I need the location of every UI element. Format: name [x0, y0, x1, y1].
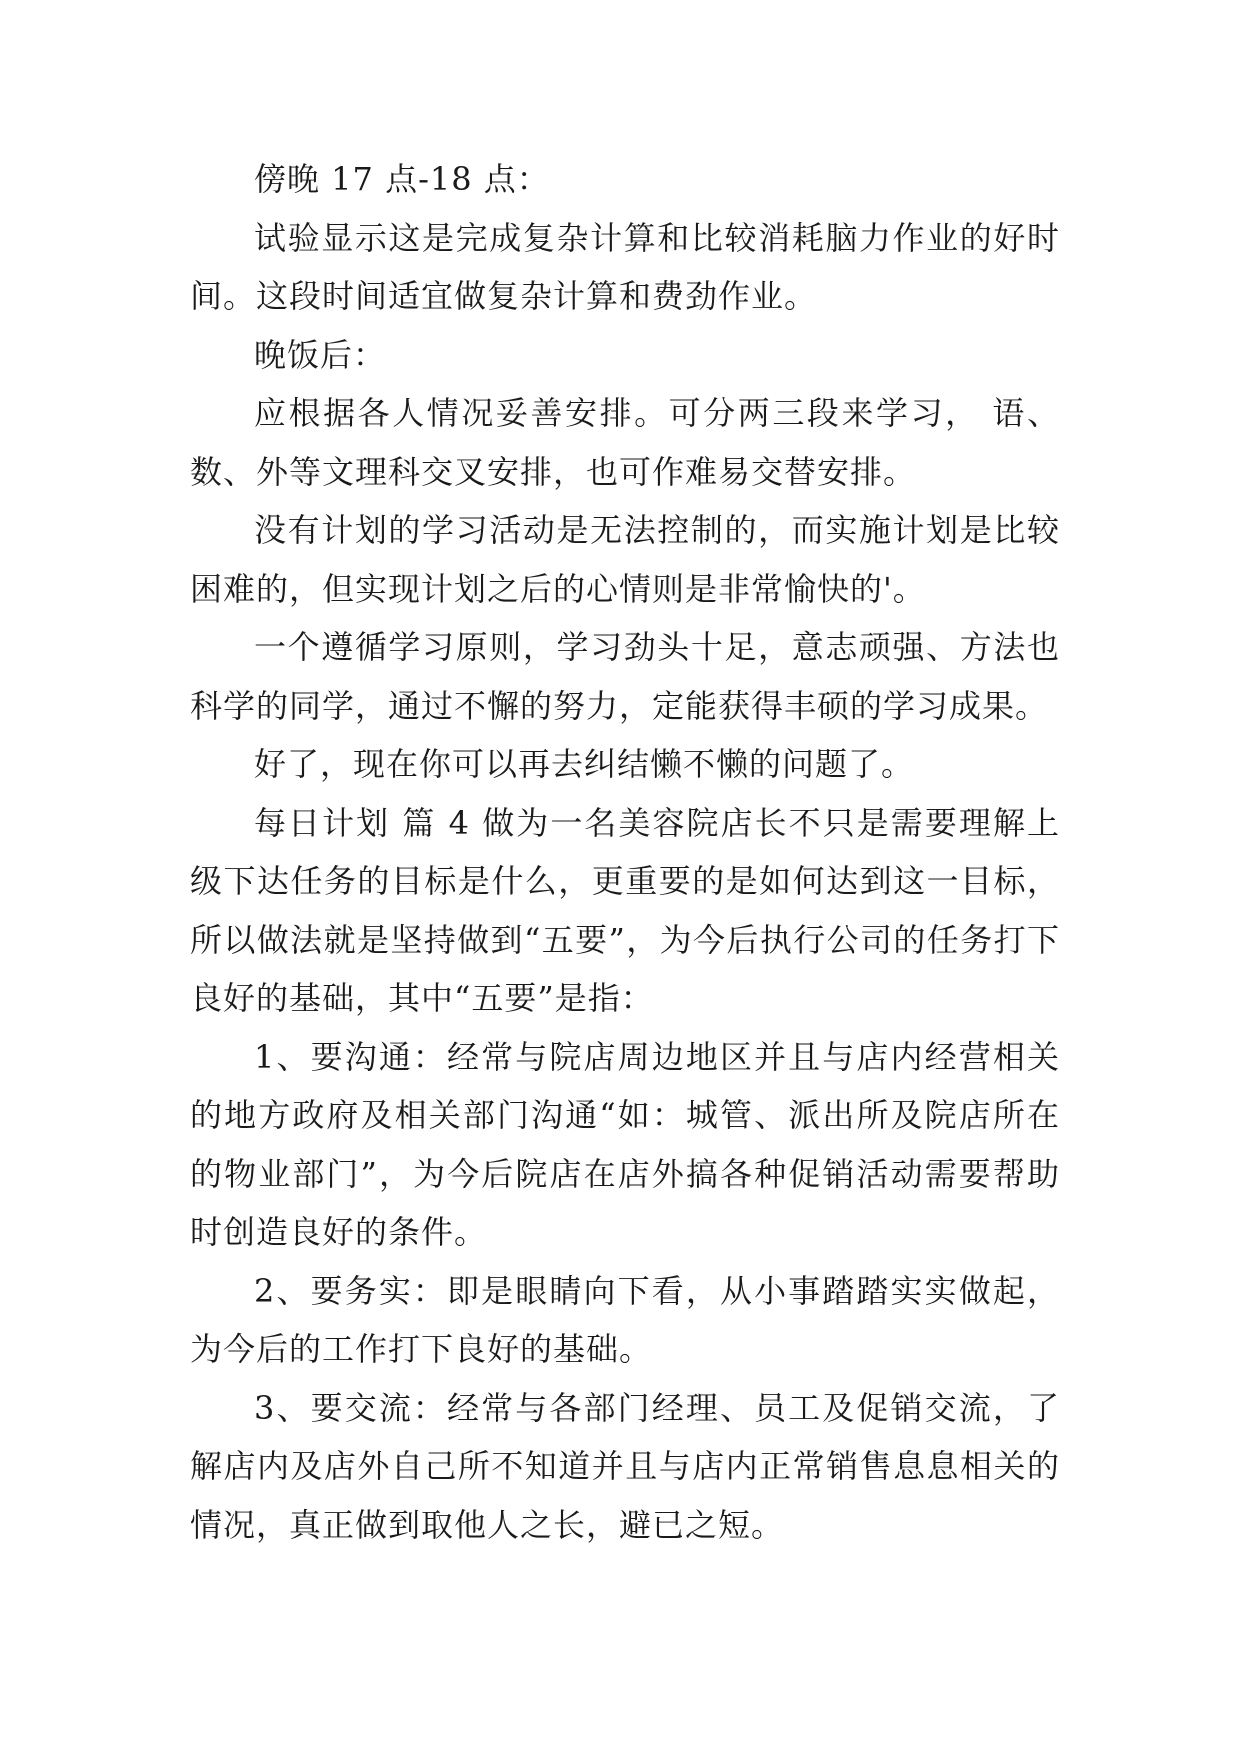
paragraph-principles: 一个遵循学习原则，学习劲头十足，意志顽强、方法也科学的同学，通过不懈的努力，定能获得丰硕的学习成果。	[190, 628, 1060, 725]
document-page	[190, 150, 1060, 1554]
time-heading-after-dinner: 晚饭后：	[254, 335, 387, 374]
paragraph-plan-4-intro: 每日计划 篇 4 做为一名美容院店长不只是需要理解上级下达任务的目标是什么，更重要的是如何达到这一目标，所以做法就是坚持做到“五要”，为今后执行公司的任务打下良好的基础，其中“五要”是指：	[190, 803, 1060, 1017]
list-item-communicate: 1、要沟通：经常与院店周边地区并且与店内经营相关的地方政府及相关部门沟通“如：城管、派出所及院店所在的物业部门”，为今后院店在店外搞各种促销活动需要帮助时创造良好的条件。	[190, 1037, 1060, 1251]
time-heading-evening: 傍晚 17 点-18 点：	[254, 160, 550, 198]
list-item-exchange: 3、要交流：经常与各部门经理、员工及促销交流，了解店内及店外自己所不知道并且与店内正常销售息息相关的情况，真正做到取他人之长，避已之短。	[190, 1388, 1060, 1544]
list-item-practical: 2、要务实：即是眼睛向下看，从小事踏踏实实做起，为今后的工作打下良好的基础。	[190, 1271, 1060, 1368]
paragraph-planning: 没有计划的学习活动是无法控制的，而实施计划是比较困难的，但实现计划之后的心情则是非常愉快的'。	[190, 511, 1060, 608]
paragraph-conclusion: 好了，现在你可以再去纠结懒不懒的问题了。	[254, 745, 915, 783]
paragraph-after-dinner: 应根据各人情况妥善安排。可分两三段来学习， 语、数、外等文理科交叉安排，也可作难易交替安排。	[190, 394, 1060, 491]
paragraph-evening-study: 试验显示这是完成复杂计算和比较消耗脑力作业的好时间。这段时间适宜做复杂计算和费劲作业。	[190, 218, 1060, 315]
